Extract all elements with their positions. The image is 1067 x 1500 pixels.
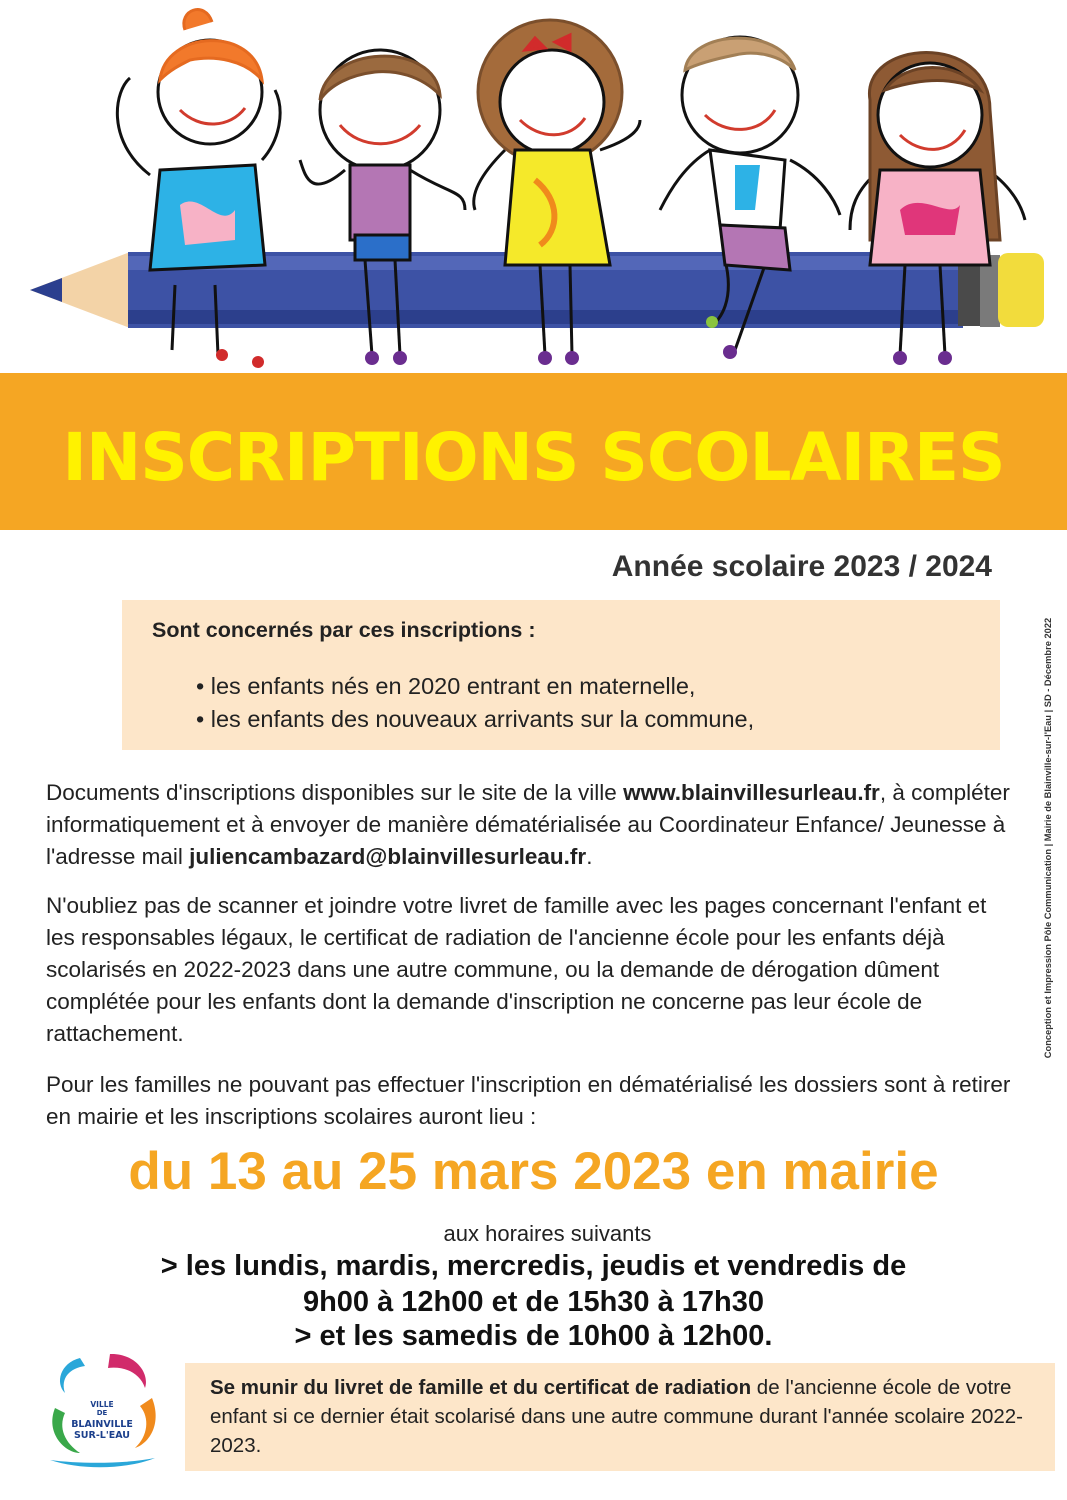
hours-saturdays: > et les samedis de 10h00 à 12h00. xyxy=(294,1320,773,1352)
website-link[interactable]: www.blainvillesurleau.fr xyxy=(623,780,880,805)
hours-weekdays-times: 9h00 à 12h00 et de 15h30 à 17h30 xyxy=(302,1286,765,1318)
offline-paragraph: Pour les familles ne pouvant pas effectuer l'inscription en dématérialisé les dossiers sont à retirer en mairie et les inscriptions scolaires auront lieu : xyxy=(46,1072,1011,1129)
hours-intro: aux horaires suivants xyxy=(443,1221,652,1246)
kids-on-pencil-illustration xyxy=(0,0,1067,375)
logo-text: BLAINVILLE xyxy=(71,1419,133,1430)
logo-text: DE xyxy=(96,1409,108,1417)
registration-dates: du 13 au 25 mars 2023 en mairie xyxy=(128,1142,939,1201)
logo-text: VILLE xyxy=(90,1400,114,1409)
email-link[interactable]: juliencambazard@blainvillesurleau.fr xyxy=(189,844,587,869)
reminder-paragraph: N'oubliez pas de scanner et joindre votre livret de famille avec les pages concernant l'enfant et les responsables légaux, le certificat de radiation de l'ancienne école pour les enfants déjà scolarisés en 2022-2023 dans une autre commune, ou la demande de dérogation dûment complétée pour les enfants dont la demande d'inscription ne concerne pas leur école de rattachement. xyxy=(46,893,987,1046)
paragraph-text: Documents d'inscriptions disponibles sur le site de la ville xyxy=(46,780,624,805)
documents-paragraph xyxy=(46,777,1021,873)
town-logo xyxy=(40,1348,164,1472)
hours-weekdays: > les lundis, mardis, mercredis, jeudis et vendredis de xyxy=(160,1250,907,1282)
paragraph-text: , à compléter informatiquement et à envoyer de manière dématérialisée au Coordinateur Enfance/ Jeunesse à l'adresse mail xyxy=(46,780,1010,869)
side-credit xyxy=(1041,608,1057,1068)
reminder-rest-text: de l'ancienne école de votre enfant si ce dernier était scolarisé dans une autre commune durant l'année scolaire 2022-2023. xyxy=(210,1376,1024,1457)
concerned-heading: Sont concernés par ces inscriptions : xyxy=(152,618,536,642)
title-banner xyxy=(0,373,1067,530)
school-year: Année scolaire 2023 / 2024 xyxy=(611,550,992,583)
concerned-box xyxy=(122,600,1000,750)
reminder-box xyxy=(185,1363,1055,1471)
logo-text: SUR-L'EAU xyxy=(73,1430,131,1441)
reminder-bold-text: Se munir du livret de famille et du certificat de radiation xyxy=(210,1376,752,1399)
side-credit-text: Conception et Impression Pôle Communication | Mairie de Blainville-sur-l'Eau | SD - Décembre 2022 xyxy=(1043,617,1053,1059)
paragraph-text: . xyxy=(586,844,593,869)
list-item: • les enfants nés en 2020 entrant en maternelle, xyxy=(196,670,754,703)
page-title: INSCRIPTIONS SCOLAIRES xyxy=(62,419,1005,496)
concerned-list xyxy=(196,670,754,736)
reminder-text xyxy=(210,1373,1040,1460)
list-item: • les enfants des nouveaux arrivants sur la commune, xyxy=(196,703,754,736)
